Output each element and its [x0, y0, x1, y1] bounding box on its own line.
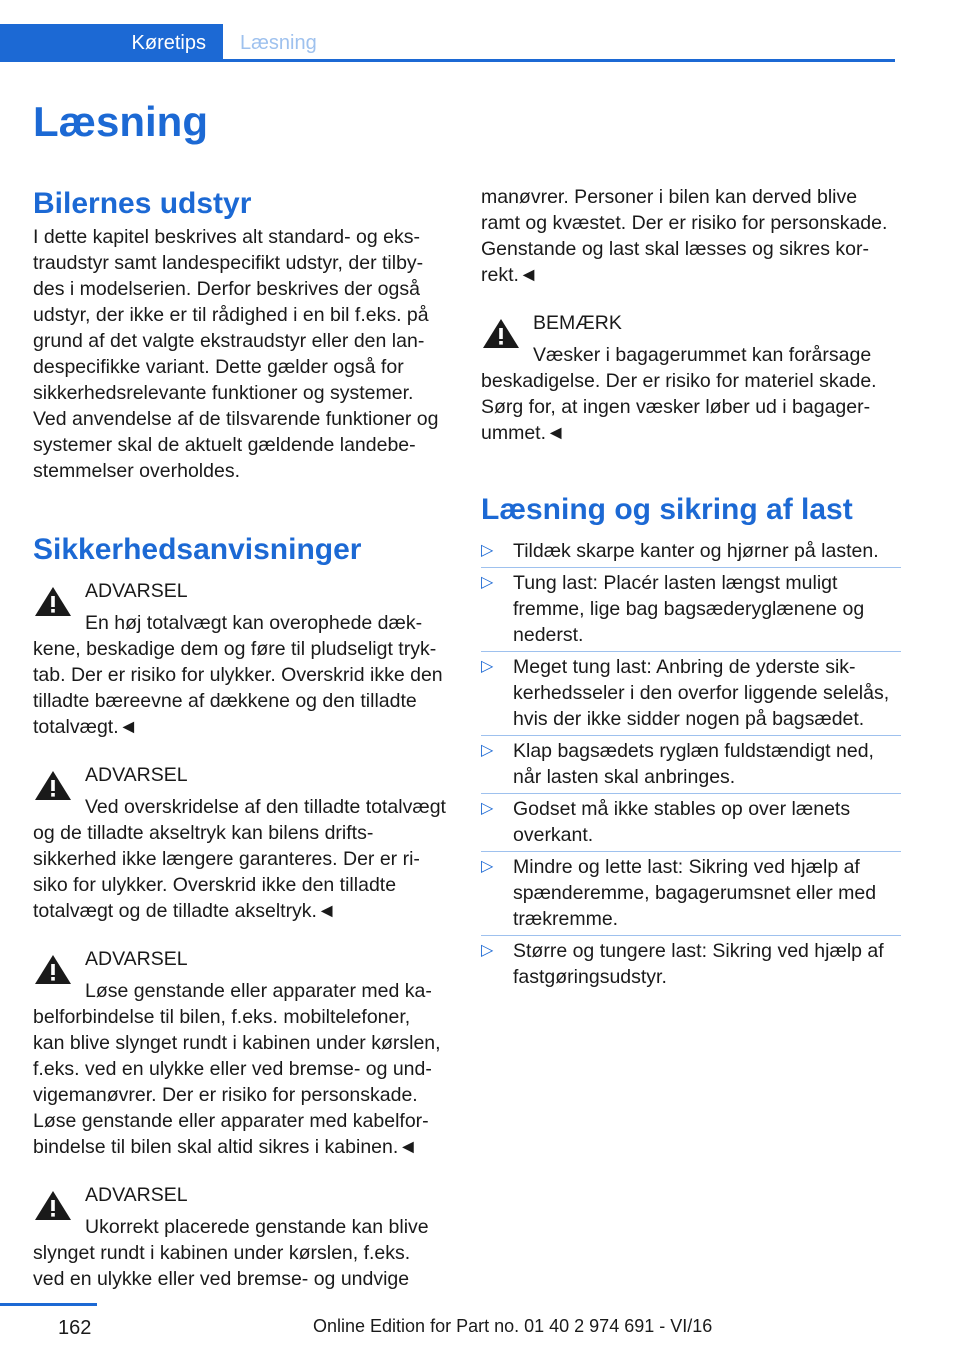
- section-heading-laesning-og-sikring: Læsning og sikring af last: [481, 493, 853, 526]
- tab-laesning[interactable]: [240, 24, 317, 62]
- triangle-bullet-icon: ▷: [481, 542, 494, 559]
- warning-text: Løse genstande eller apparater med kabelforbindelse til bilen, f.eks. mobiltelefoner, kan blive slynget rundt i kabinen under kørslen, f.eks. ved en ulykke eller ved bremse- og undvigemanøvrer. Der er risiko for personskade. Løse genstande eller apparater med kabelforbindelse til bilen skal altid sikres i kabinen.◄: [33, 980, 441, 1158]
- footer-divider: [0, 1303, 97, 1306]
- triangle-bullet-icon: ▷: [481, 858, 494, 875]
- list-item-text: Tildæk skarpe kanter og hjørner på lasten.: [513, 540, 879, 562]
- warning-label: ADVARSEL: [85, 764, 188, 786]
- warning-triangle-icon: [33, 768, 73, 802]
- list-item-text: Klap bagsædets ryglæn fuldstændigt ned, når lasten skal anbringes.: [513, 740, 874, 788]
- warning-text: Ved overskridelse af den tilladte totalvægt og de tilladte akseltryk kan bilens driftssikkerhed ikke længere garanteres. Der er risiko for ulykker. Overskrid ikke den tilladte totalvægt og de tilladte akseltryk.◄: [33, 796, 446, 922]
- triangle-bullet-icon: ▷: [481, 574, 494, 591]
- triangle-bullet-icon: ▷: [481, 658, 494, 675]
- warning-triangle-icon: [481, 316, 521, 350]
- warning-block: [33, 578, 447, 740]
- tab-laesning-label: Læsning: [240, 31, 317, 54]
- left-column: [33, 184, 447, 1292]
- warning-text: Ukorrekt placerede genstande kan blive slynget rundt i kabinen under kørslen, f.eks. ved en ulykke eller ved bremse- og undvige: [33, 1216, 429, 1290]
- warning-label: ADVARSEL: [85, 1184, 188, 1206]
- warning-triangle-icon: [33, 1188, 73, 1222]
- warning-block: [33, 762, 447, 924]
- triangle-bullet-icon: ▷: [481, 800, 494, 817]
- warning-text: En høj totalvægt kan overophede dækkene, beskadige dem og føre til pludseligt tryktab. Der er risiko for ulykker. Overskrid ikke den tilladte bæreevne af dækkene og den tilladte totalvægt.◄: [33, 612, 443, 738]
- list-item-text: Mindre og lette last: Sikring ved hjælp af spænderemme, bagagerumsnet eller med trækremme.: [513, 856, 877, 930]
- footer-edition: Online Edition for Part no. 01 40 2 974 691 - VI/16: [313, 1316, 713, 1336]
- triangle-bullet-icon: ▷: [481, 942, 494, 959]
- tab-koretips-label: Køretips: [131, 31, 206, 54]
- list-item: [481, 796, 895, 848]
- header-divider: [0, 59, 895, 62]
- continued-warning-text: manøvrer. Personer i bilen kan derved blive ramt og kvæstet. Der er risiko for personskade. Genstande og last skal læsses og sikres korrekt.◄: [481, 186, 888, 286]
- page-number: 162: [58, 1317, 92, 1339]
- section-body: I dette kapitel beskrives alt standard- og ekstraudstyr samt landespecifikt udstyr, der tilbydes i modelserien. Derfor beskrives der også udstyr, der ikke er til rådighed i en bil f.eks. på grund af det valgte ekstraudstyr eller den landespecifikke variant. Dette gælder også for sikkerhedsrelevante funktioner og systemer. Ved anvendelse af de tilsvarende funktioner og systemer skal de aktuelt gældende landebestemmelser overholdes.: [33, 226, 439, 482]
- warning-label: ADVARSEL: [85, 948, 188, 970]
- right-column: [481, 184, 895, 996]
- list-item: [481, 538, 895, 564]
- list-item-text: Større og tungere last: Sikring ved hjælp af fastgøringsudstyr.: [513, 940, 884, 988]
- list-item-text: Tung last: Placér lasten længst muligt fremme, lige bag bagsæderyglænene og nederst.: [513, 572, 865, 646]
- list-item: [481, 654, 895, 732]
- triangle-bullet-icon: ▷: [481, 742, 494, 759]
- list-item: [481, 854, 895, 932]
- note-label: BEMÆRK: [533, 312, 622, 334]
- bullet-list: [481, 538, 895, 990]
- note-block: [481, 310, 895, 446]
- list-item-text: Meget tung last: Anbring de yderste sikkerhedsseler i den overfor liggende selelås, hvis der ikke sidder nogen på bagsædet.: [513, 656, 890, 730]
- tab-koretips[interactable]: [0, 24, 223, 62]
- warning-block: [33, 1182, 447, 1292]
- list-item: [481, 570, 895, 648]
- note-text: Væsker i bagagerummet kan forårsage beskadigelse. Der er risiko for materiel skade. Sørg for, at ingen væsker løber ud i bagagerummet.◄: [481, 344, 877, 444]
- section-heading-sikkerhedsanvisninger: Sikkerhedsanvisninger: [33, 533, 362, 566]
- list-item-text: Godset må ikke stables op over lænets overkant.: [513, 798, 851, 846]
- list-item: [481, 738, 895, 790]
- page-title: Læsning: [33, 98, 208, 145]
- warning-triangle-icon: [33, 584, 73, 618]
- warning-triangle-icon: [33, 952, 73, 986]
- page-header: [0, 0, 895, 62]
- list-item: [481, 938, 895, 990]
- section-heading-bilernes-udstyr: Bilernes udstyr: [33, 187, 252, 220]
- warning-label: ADVARSEL: [85, 580, 188, 602]
- warning-block: [33, 946, 447, 1160]
